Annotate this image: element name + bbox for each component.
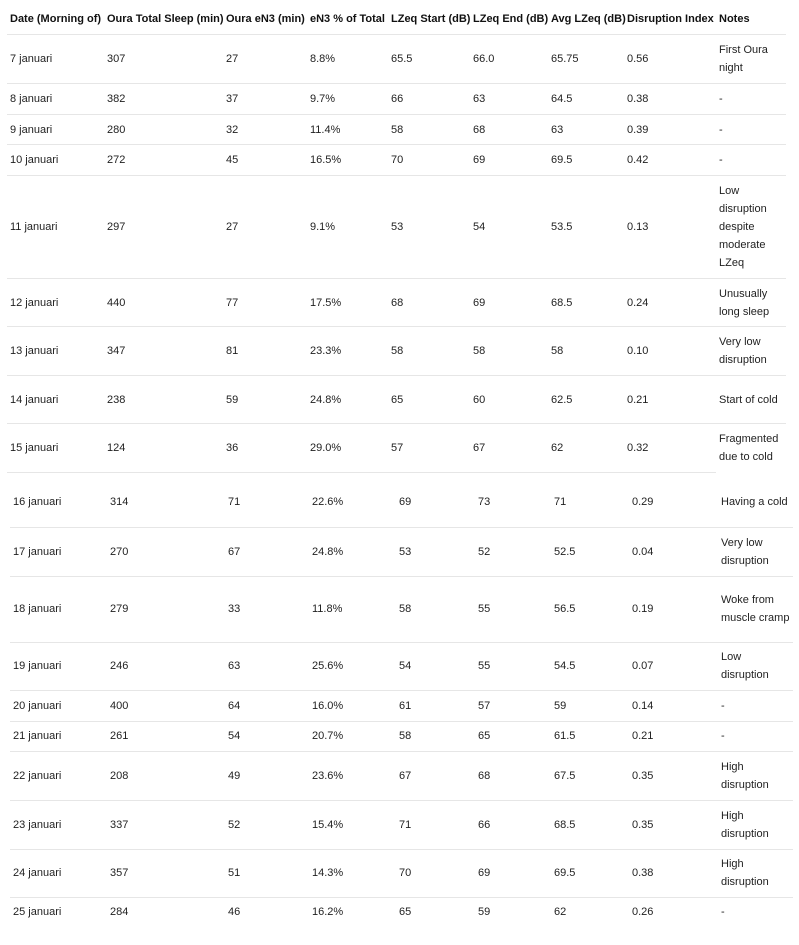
- column-header-en3-percent: eN3 % of Total: [307, 3, 388, 35]
- cell-total-sleep: 440: [104, 279, 223, 327]
- cell-lzeq-end: 54: [470, 176, 548, 279]
- cell-total-sleep: 314: [107, 478, 225, 527]
- cell-lzeq-end: 69: [475, 849, 551, 897]
- cell-lzeq-end: 57: [475, 690, 551, 721]
- cell-notes: -: [718, 690, 793, 721]
- cell-avg-lzeq: 62: [548, 424, 624, 473]
- cell-lzeq-start: 66: [388, 84, 470, 115]
- cell-notes: Woke from muscle cramp: [718, 576, 793, 642]
- cell-disruption-index: 0.07: [629, 642, 718, 690]
- cell-en3: 63: [225, 642, 309, 690]
- cell-avg-lzeq: 52.5: [551, 527, 629, 576]
- cell-lzeq-end: 67: [470, 424, 548, 473]
- table-row: [10, 849, 793, 897]
- table-row: [7, 327, 786, 376]
- cell-lzeq-end: 65: [475, 721, 551, 751]
- cell-en3-percent: 20.7%: [309, 721, 396, 751]
- cell-en3-percent: 14.3%: [309, 849, 396, 897]
- cell-date: 15 januari: [7, 424, 104, 473]
- cell-en3: 27: [223, 35, 307, 84]
- cell-notes: Low disruption despite moderate LZeq: [716, 176, 786, 279]
- cell-en3: 64: [225, 690, 309, 721]
- table-row: [10, 642, 793, 690]
- cell-total-sleep: 400: [107, 690, 225, 721]
- column-header-avg-lzeq: Avg LZeq (dB): [548, 3, 624, 35]
- cell-disruption-index: 0.56: [624, 35, 716, 84]
- table-row: [10, 751, 793, 800]
- cell-total-sleep: 382: [104, 84, 223, 115]
- cell-notes: High disruption: [718, 751, 793, 800]
- table-row: [7, 376, 786, 424]
- cell-lzeq-end: 69: [470, 145, 548, 176]
- cell-total-sleep: 238: [104, 376, 223, 424]
- cell-avg-lzeq: 58: [548, 327, 624, 376]
- cell-disruption-index: 0.13: [624, 176, 716, 279]
- cell-notes: Low disruption: [718, 642, 793, 690]
- cell-notes: Unusually long sleep: [716, 279, 786, 327]
- cell-lzeq-start: 70: [396, 849, 475, 897]
- cell-lzeq-end: 58: [470, 327, 548, 376]
- cell-avg-lzeq: 63: [548, 115, 624, 145]
- cell-en3: 27: [223, 176, 307, 279]
- cell-disruption-index: 0.38: [629, 849, 718, 897]
- cell-lzeq-start: 58: [396, 576, 475, 642]
- cell-en3-percent: 24.8%: [307, 376, 388, 424]
- cell-lzeq-end: 69: [470, 279, 548, 327]
- cell-date: 8 januari: [7, 84, 104, 115]
- cell-notes: Start of cold: [716, 376, 786, 424]
- table-row: [7, 145, 786, 176]
- cell-date: 25 januari: [13, 906, 62, 919]
- cell-lzeq-start: 65: [399, 906, 412, 919]
- cell-en3-percent: 9.1%: [307, 176, 388, 279]
- cell-lzeq-end: 66.0: [470, 35, 548, 84]
- cell-date: 11 januari: [7, 176, 104, 279]
- cell-notes: -: [721, 906, 725, 919]
- cell-lzeq-end: 68: [475, 751, 551, 800]
- cell-date: 16 januari: [10, 478, 107, 527]
- cell-lzeq-end: 73: [475, 478, 551, 527]
- cell-notes: Very low disruption: [716, 327, 786, 376]
- cell-total-sleep: 337: [107, 800, 225, 849]
- table-header-row: [7, 3, 786, 35]
- cell-lzeq-start: 71: [396, 800, 475, 849]
- cell-lzeq-end: 55: [475, 642, 551, 690]
- cell-date: 20 januari: [10, 690, 107, 721]
- cell-en3-percent: 16.0%: [309, 690, 396, 721]
- cell-en3-percent: 23.3%: [307, 327, 388, 376]
- cell-lzeq-start: 58: [396, 721, 475, 751]
- column-header-notes: Notes: [716, 3, 786, 35]
- cell-lzeq-end: 66: [475, 800, 551, 849]
- cell-disruption-index: 0.21: [629, 721, 718, 751]
- cell-avg-lzeq: 69.5: [551, 849, 629, 897]
- cell-avg-lzeq: 69.5: [548, 145, 624, 176]
- table-row: [10, 721, 793, 751]
- cell-total-sleep: 297: [104, 176, 223, 279]
- column-header-disruption-index: Disruption Index: [624, 3, 716, 35]
- cell-total-sleep: 272: [104, 145, 223, 176]
- cell-disruption-index: 0.35: [629, 800, 718, 849]
- cell-lzeq-start: 65.5: [388, 35, 470, 84]
- cell-avg-lzeq: 65.75: [548, 35, 624, 84]
- cell-total-sleep: 208: [107, 751, 225, 800]
- table-row: [10, 800, 793, 849]
- cell-avg-lzeq: 64.5: [548, 84, 624, 115]
- cell-total-sleep: 261: [107, 721, 225, 751]
- cell-lzeq-end: 59: [478, 906, 491, 919]
- cell-date: 9 januari: [7, 115, 104, 145]
- cell-disruption-index: 0.10: [624, 327, 716, 376]
- cell-total-sleep: 279: [107, 576, 225, 642]
- cell-disruption-index: 0.39: [624, 115, 716, 145]
- cell-lzeq-start: 68: [388, 279, 470, 327]
- cell-lzeq-start: 53: [396, 527, 475, 576]
- cell-en3: 51: [225, 849, 309, 897]
- cell-notes: -: [716, 84, 786, 115]
- cell-en3: 37: [223, 84, 307, 115]
- cell-notes: Very low disruption: [718, 527, 793, 576]
- cell-notes: -: [716, 145, 786, 176]
- cell-disruption-index: 0.14: [629, 690, 718, 721]
- cell-en3-percent: 9.7%: [307, 84, 388, 115]
- cell-avg-lzeq: 53.5: [548, 176, 624, 279]
- cell-disruption-index: 0.26: [632, 906, 654, 919]
- column-header-lzeq-end: LZeq End (dB): [470, 3, 548, 35]
- cell-en3: 67: [225, 527, 309, 576]
- cell-en3: 49: [225, 751, 309, 800]
- cell-date: 23 januari: [10, 800, 107, 849]
- cell-lzeq-start: 67: [396, 751, 475, 800]
- cell-date: 12 januari: [7, 279, 104, 327]
- column-header-en3: Oura eN3 (min): [223, 3, 307, 35]
- table-row: [7, 84, 786, 115]
- cell-total-sleep: 347: [104, 327, 223, 376]
- cell-notes: Having a cold: [718, 478, 793, 527]
- cell-en3-percent: 23.6%: [309, 751, 396, 800]
- cell-lzeq-start: 69: [396, 478, 475, 527]
- cell-lzeq-start: 65: [388, 376, 470, 424]
- cell-date: 19 januari: [10, 642, 107, 690]
- cell-lzeq-end: 63: [470, 84, 548, 115]
- sleep-table-part-2: [10, 478, 793, 927]
- cell-en3-percent: 16.5%: [307, 145, 388, 176]
- cell-en3: 46: [228, 906, 241, 919]
- cell-en3-percent: 24.8%: [309, 527, 396, 576]
- cell-lzeq-end: 55: [475, 576, 551, 642]
- table-row: [7, 35, 786, 84]
- cell-en3-percent: 8.8%: [307, 35, 388, 84]
- cell-en3: 36: [223, 424, 307, 473]
- table-row: [10, 576, 793, 642]
- cell-avg-lzeq: 62.5: [548, 376, 624, 424]
- cell-en3: 54: [225, 721, 309, 751]
- cell-date: 21 januari: [10, 721, 107, 751]
- cell-date: 7 januari: [7, 35, 104, 84]
- cell-disruption-index: 0.04: [629, 527, 718, 576]
- cell-notes: -: [716, 115, 786, 145]
- cell-disruption-index: 0.35: [629, 751, 718, 800]
- cell-lzeq-start: 58: [388, 115, 470, 145]
- cell-en3: 52: [225, 800, 309, 849]
- cell-avg-lzeq: 68.5: [548, 279, 624, 327]
- sleep-table-part-1: [7, 3, 786, 473]
- table-row: [7, 424, 786, 473]
- cell-date: 18 januari: [10, 576, 107, 642]
- cell-disruption-index: 0.32: [624, 424, 716, 473]
- cell-lzeq-start: 70: [388, 145, 470, 176]
- table-row: [10, 690, 793, 721]
- cell-en3: 77: [223, 279, 307, 327]
- cell-avg-lzeq: 59: [551, 690, 629, 721]
- cell-disruption-index: 0.42: [624, 145, 716, 176]
- cell-lzeq-end: 68: [470, 115, 548, 145]
- cell-en3: 45: [223, 145, 307, 176]
- cell-notes: High disruption: [718, 849, 793, 897]
- cell-lzeq-start: 53: [388, 176, 470, 279]
- cell-en3: 81: [223, 327, 307, 376]
- cell-total-sleep: 270: [107, 527, 225, 576]
- cell-total-sleep: 280: [104, 115, 223, 145]
- cell-avg-lzeq: 56.5: [551, 576, 629, 642]
- cell-total-sleep: 284: [110, 906, 129, 919]
- cell-notes: -: [718, 721, 793, 751]
- cell-en3-percent: 11.4%: [307, 115, 388, 145]
- cell-en3: 33: [225, 576, 309, 642]
- cell-total-sleep: 246: [107, 642, 225, 690]
- table-row: [7, 115, 786, 145]
- cell-lzeq-end: 60: [470, 376, 548, 424]
- cell-date: 22 januari: [10, 751, 107, 800]
- cell-date: 13 januari: [7, 327, 104, 376]
- table-row: [10, 897, 793, 927]
- cell-en3-percent: 29.0%: [307, 424, 388, 473]
- cell-date: 24 januari: [10, 849, 107, 897]
- cell-date: 10 januari: [7, 145, 104, 176]
- column-header-total-sleep: Oura Total Sleep (min): [104, 3, 223, 35]
- cell-notes: High disruption: [718, 800, 793, 849]
- cell-en3-percent: 15.4%: [309, 800, 396, 849]
- cell-notes: Fragmented due to cold: [719, 433, 779, 464]
- cell-avg-lzeq: 67.5: [551, 751, 629, 800]
- cell-avg-lzeq: 71: [551, 478, 629, 527]
- table-row: [7, 176, 786, 279]
- cell-total-sleep: 307: [104, 35, 223, 84]
- cell-en3-percent: 11.8%: [309, 576, 396, 642]
- cell-disruption-index: 0.38: [624, 84, 716, 115]
- column-header-date: Date (Morning of): [7, 3, 104, 35]
- cell-avg-lzeq: 61.5: [551, 721, 629, 751]
- cell-lzeq-start: 58: [388, 327, 470, 376]
- cell-avg-lzeq: 62: [554, 906, 567, 919]
- cell-en3-percent: 16.2%: [312, 906, 344, 919]
- cell-avg-lzeq: 54.5: [551, 642, 629, 690]
- cell-date: 14 januari: [7, 376, 104, 424]
- cell-total-sleep: 357: [107, 849, 225, 897]
- cell-total-sleep: 124: [104, 424, 223, 473]
- cell-avg-lzeq: 68.5: [551, 800, 629, 849]
- table-row: [7, 279, 786, 327]
- cell-lzeq-end: 52: [475, 527, 551, 576]
- cell-disruption-index: 0.24: [624, 279, 716, 327]
- cell-disruption-index: 0.21: [624, 376, 716, 424]
- cell-date: 17 januari: [10, 527, 107, 576]
- cell-disruption-index: 0.19: [629, 576, 718, 642]
- cell-disruption-index: 0.29: [629, 478, 718, 527]
- cell-lzeq-start: 57: [388, 424, 470, 473]
- cell-notes: First Oura night: [716, 35, 786, 84]
- cell-lzeq-start: 54: [396, 642, 475, 690]
- cell-en3: 59: [223, 376, 307, 424]
- table-row: [10, 527, 793, 576]
- cell-en3: 71: [225, 478, 309, 527]
- cell-en3: 32: [223, 115, 307, 145]
- cell-en3-percent: 17.5%: [307, 279, 388, 327]
- cell-en3-percent: 22.6%: [309, 478, 396, 527]
- cell-en3-percent: 25.6%: [309, 642, 396, 690]
- column-header-lzeq-start: LZeq Start (dB): [388, 3, 470, 35]
- table-row: [10, 478, 793, 527]
- cell-lzeq-start: 61: [396, 690, 475, 721]
